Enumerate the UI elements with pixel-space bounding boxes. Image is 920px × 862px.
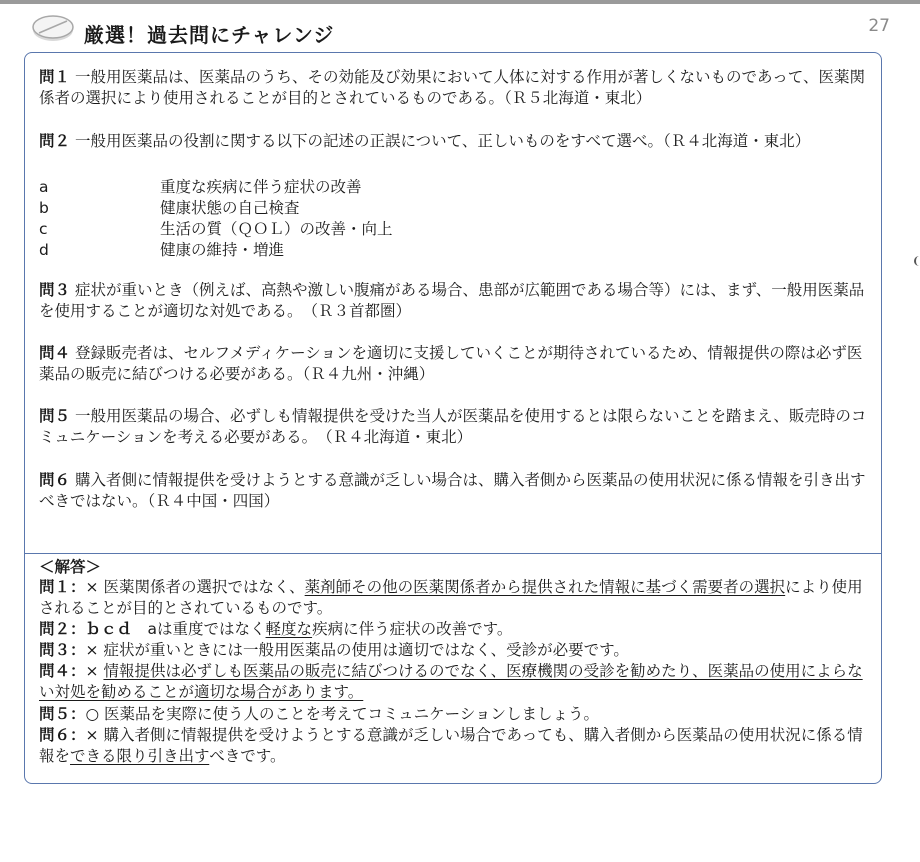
- choice-text: 健康状態の自己検査: [160, 199, 300, 217]
- answer-mark: ○: [85, 705, 100, 723]
- answer-label: 問５：: [39, 705, 86, 723]
- answer-heading: ＜解答＞: [39, 558, 102, 576]
- question-label: 問３: [39, 281, 71, 299]
- answer-4: [39, 661, 871, 703]
- question-label: 問６: [39, 471, 71, 489]
- choice-key: b: [39, 199, 49, 217]
- question-text: 購入者側に情報提供を受けようとする意識が乏しい場合は、購入者側から医薬品の使用状況に係る情報を引き出すべきではない。（Ｒ４中国・四国）: [39, 471, 866, 510]
- choice-text: 生活の質（ＱＯＬ）の改善・向上: [160, 220, 393, 238]
- answer-label: 問６：: [39, 726, 86, 744]
- answer-1: [39, 577, 871, 619]
- answer-2: [39, 619, 871, 640]
- choice-key: c: [39, 220, 48, 238]
- answer-label: 問２：: [39, 620, 86, 638]
- tablet-icon: [30, 12, 76, 44]
- question-text: 登録販売者は、セルフメディケーションを適切に支援していくことが期待されているため、情報提供の際は必ず医薬品の販売に結びつける必要がある。（Ｒ４九州・沖縄）: [39, 344, 863, 383]
- answer-mark: ×: [85, 641, 99, 659]
- answer-text: 医薬関係者の選択ではなく、: [103, 578, 305, 596]
- question-panel: [24, 52, 882, 784]
- edge-mark: [914, 256, 920, 266]
- answer-text: 症状が重いときには一般用医薬品の使用は適切ではなく、受診が必要です。: [103, 641, 629, 659]
- choice-item: [39, 219, 393, 240]
- page-title: 厳選！過去問にチャレンジ: [84, 23, 335, 47]
- choice-list: [39, 177, 393, 261]
- question-2: [39, 131, 869, 152]
- answer-mark: ×: [85, 578, 99, 596]
- answer-6: [39, 725, 871, 767]
- question-4: [39, 343, 869, 385]
- choice-item: [39, 198, 393, 219]
- question-text: 一般用医薬品の場合、必ずしも情報提供を受けた当人が医薬品を使用するとは限らないことを踏まえ、販売時のコミュニケーションを考える必要がある。 （Ｒ４北海道・東北）: [39, 407, 867, 446]
- answer-text: 購入者側に情報提供を受けようとする意識が乏しい場合であっても、購入者側から医薬品の使用状況に係る情報を: [39, 726, 863, 765]
- answer-mark: ×: [85, 662, 99, 680]
- question-label: 問５: [39, 407, 71, 425]
- answer-3: [39, 640, 871, 661]
- choice-text: 重度な疾病に伴う症状の改善: [160, 178, 362, 196]
- answer-text: aは重度ではなく: [147, 620, 266, 638]
- answer-text: べきです。: [209, 747, 286, 765]
- answer-text: 疾病に伴う症状の改善です。: [312, 620, 513, 638]
- question-3: [39, 280, 869, 322]
- answer-5: [39, 704, 871, 725]
- question-label: 問２: [39, 132, 71, 150]
- answer-underlined-text: できる限り引き出す: [70, 747, 210, 765]
- answer-underlined-text: 軽度な: [265, 620, 313, 638]
- choice-key: d: [39, 241, 49, 259]
- page-number: 27: [868, 16, 890, 36]
- question-label: 問４: [39, 344, 71, 362]
- answer-label: 問４：: [39, 662, 86, 680]
- question-1: [39, 67, 869, 109]
- choice-text: 健康の維持・増進: [160, 241, 285, 259]
- answer-mark: ｂｃｄ: [85, 620, 133, 638]
- choice-item: [39, 177, 393, 198]
- answer-text: 医薬品を実際に使う人のことを考えてコミュニケーションしましょう。: [103, 705, 600, 723]
- question-text: 一般用医薬品は、医薬品のうち、その効能及び効果において人体に対する作用が著しくないものであって、医薬関係者の選択により使用されることが目的とされているものである。（Ｒ５北海道・東北）: [39, 68, 865, 107]
- question-text: 症状が重いとき（例えば、高熱や激しい腹痛がある場合、患部が広範囲である場合等）には、まず、一般用医薬品を使用することが適切な対処である。 （Ｒ３首都圏）: [39, 281, 865, 320]
- answer-divider: [25, 553, 881, 554]
- choice-item: [39, 240, 393, 261]
- answer-label: 問３：: [39, 641, 86, 659]
- answer-mark: ×: [85, 726, 99, 744]
- question-5: [39, 406, 869, 448]
- question-text: 一般用医薬品の役割に関する以下の記述の正誤について、正しいものをすべて選べ。（Ｒ４北海道・東北）: [74, 132, 811, 150]
- question-label: 問１: [39, 68, 71, 86]
- answer-underlined-text: 情報提供は必ずしも医薬品の販売に結びつけるのでなく、医療機関の受診を勧めたり、医薬品の使用によらない対処を勧めることが適切な場合があります。: [39, 662, 863, 701]
- top-strip: [0, 0, 920, 4]
- answer-underlined-text: 薬剤師その他の医薬関係者から提供された情報に基づく需要者の選択: [304, 578, 786, 596]
- answer-label: 問１：: [39, 578, 86, 596]
- answer-text: により使用されることが目的とされているものです。: [39, 578, 863, 617]
- question-6: [39, 470, 869, 512]
- choice-key: a: [39, 178, 49, 196]
